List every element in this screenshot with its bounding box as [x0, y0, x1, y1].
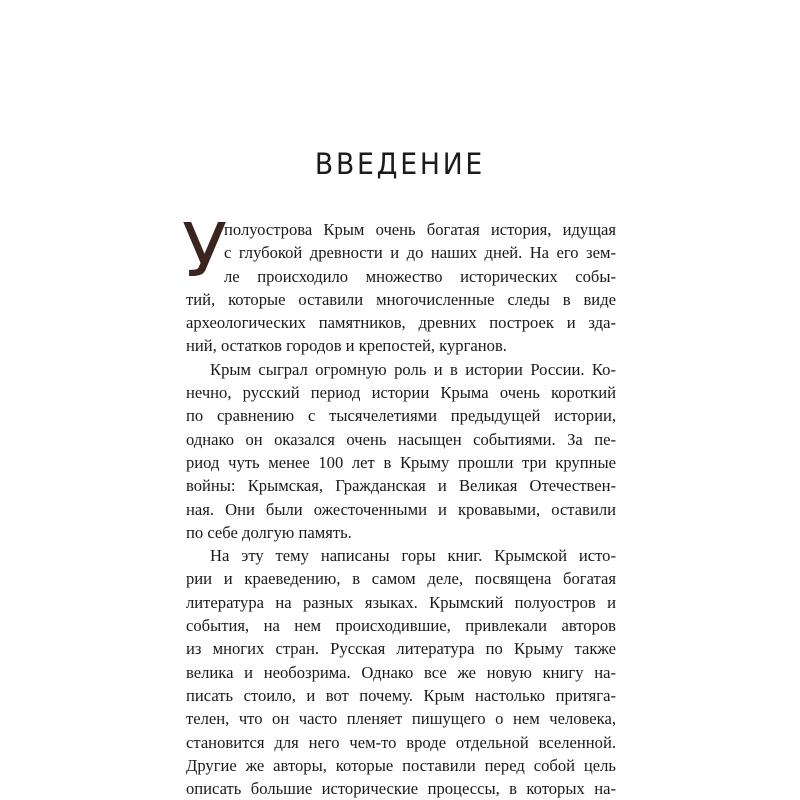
text-line: войны: Крымская, Гражданская и Великая Отечествен- — [186, 476, 616, 496]
text-line: Крым сыграл огромную роль и в истории России. Ко- — [210, 359, 616, 379]
body-text — [182, 208, 616, 800]
text-line: велика и необозрима. Однако все же новую книгу на- — [186, 662, 616, 682]
text-line: археологических памятников, древних построек и зда- — [186, 313, 616, 333]
text-line: описать большие исторические процессы, в которых на- — [186, 779, 616, 799]
text-line: Другие же авторы, которые поставили перед собой цель — [186, 755, 616, 775]
text-line: полуострова Крым очень богатая история, идущая — [224, 220, 616, 239]
text-line: На эту тему написаны горы книг. Крымской исто- — [210, 546, 616, 566]
text-line: однако он оказался очень насыщен событиями. За пе- — [186, 429, 616, 449]
text-line: рии и краеведению, в самом деле, посвящена богатая — [186, 569, 616, 589]
text-line: литература на разных языках. Крымский полуостров и — [186, 592, 616, 612]
text-line: ле происходило множество исторических собы- — [224, 266, 616, 286]
text-line: телен, что он часто пленяет пишущего о нем человека, — [186, 709, 616, 729]
text-line: тий, которые оставили многочисленные следы в виде — [186, 289, 616, 309]
text-line: ний, остатков городов и крепостей, курганов. — [186, 336, 507, 356]
text-line: по сравнению с тысячелетиями предыдущей истории, — [186, 406, 616, 426]
text-line: с глубокой древности и до наших дней. На его зем- — [224, 243, 616, 263]
text-line: нечно, русский период истории Крыма очень короткий — [186, 383, 616, 403]
text-line: становится для него чем-то вроде отдельной вселенной. — [186, 732, 616, 752]
text-line: по себе долгую память. — [186, 522, 352, 542]
drop-cap: У — [182, 208, 228, 294]
chapter-heading: ВВЕДЕНИЕ — [314, 147, 486, 181]
text-line: риод чуть менее 100 лет в Крыму прошли три крупные — [186, 452, 616, 472]
text-line: события, на нем происходившие, привлекали авторов — [186, 616, 616, 636]
text-line: ная. Они были ожесточенными и кровавыми, оставили — [186, 499, 616, 519]
text-line: из многих стран. Русская литература по Крыму также — [186, 639, 616, 659]
text-line: писать стоило, и вот почему. Крым настолько притяга- — [186, 685, 616, 705]
